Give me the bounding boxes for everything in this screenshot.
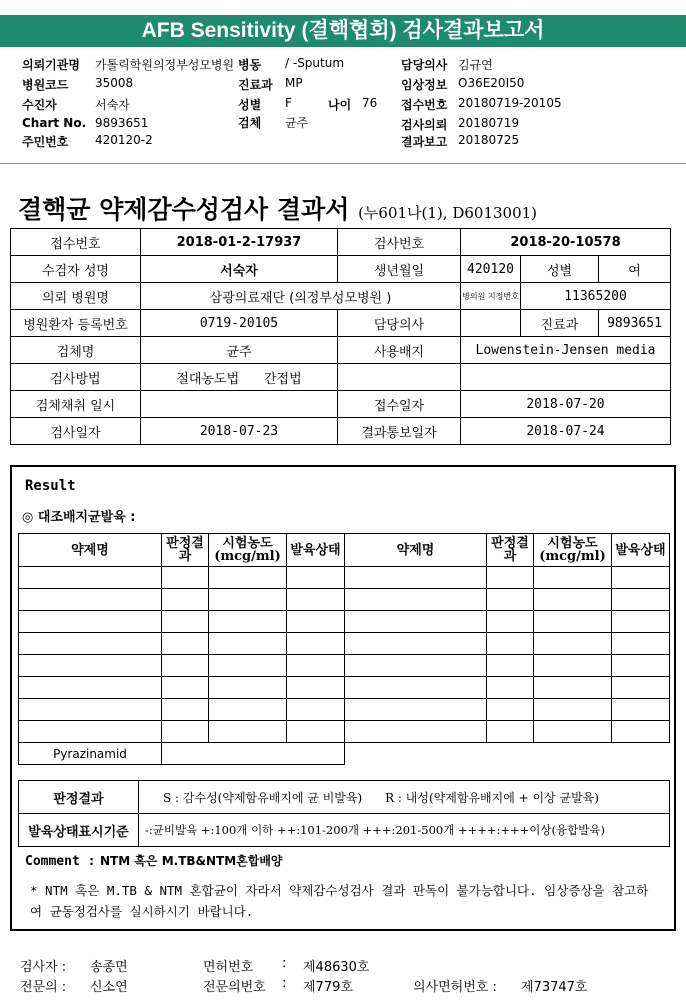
hosp-no-label: 병의원 지정번호: [461, 283, 521, 310]
birth-value: 420120: [461, 256, 521, 283]
divider: [0, 163, 686, 164]
tester-label: 검사자 :: [20, 960, 67, 975]
table-row: [19, 677, 670, 699]
header-value: 가톨릭학원의정부성모병원: [95, 58, 235, 72]
table-row: [19, 721, 670, 743]
header-value: MP: [285, 76, 303, 90]
doctor-value: [461, 310, 521, 337]
table-row: [19, 611, 670, 633]
result-title: Result: [25, 478, 76, 494]
header-value: 균주: [285, 116, 309, 130]
document-title-text: 결핵균 약제감수성검사 결과서: [18, 195, 350, 224]
medium-value: Lowenstein-Jensen media: [461, 337, 671, 364]
judgement-label: 판정결과: [19, 781, 139, 814]
header-label: 임상정보: [401, 78, 448, 92]
report-banner: AFB Sensitivity (결핵협회) 검사결과보고서: [0, 15, 686, 47]
specialist-label: 전문의 :: [20, 980, 67, 995]
judgement-table: [18, 780, 670, 847]
header-label: 검사의뢰: [401, 118, 448, 132]
header-value: O36E20I50: [458, 76, 525, 90]
col-conc: 시험농도(mcg/ml): [209, 534, 287, 567]
patient-name-label: 수검자 성명: [11, 256, 141, 283]
doc-license-label: 의사면허번호 :: [413, 980, 497, 995]
susceptible-legend: S : 감수성(약제함유배지에 균 비발육): [163, 790, 363, 805]
col-judge: 판정결과: [487, 534, 534, 567]
last-drug: Pyrazinamid: [19, 743, 162, 765]
header-value: F: [285, 96, 292, 110]
method-label: 검사방법: [11, 364, 141, 391]
header-value: 20180725: [458, 133, 520, 147]
reg-no-label: 병원환자 등록번호: [11, 310, 141, 337]
resistant-legend: R : 내성(약제함유배지에 + 이상 균발육): [385, 790, 599, 805]
drug-table: [18, 533, 670, 765]
table-row: [19, 633, 670, 655]
age-label: 나이: [328, 98, 352, 112]
receipt-no-label: 접수번호: [11, 229, 141, 256]
table-row: [19, 589, 670, 611]
test-no: 2018-20-10578: [461, 229, 671, 256]
document-title: [18, 190, 537, 226]
dept-value: 9893651: [599, 310, 671, 337]
header-value: 35008: [95, 76, 134, 90]
doctor-label: 담당의사: [338, 310, 461, 337]
empty-cell: [338, 364, 461, 391]
document-code: (누601나(1), D6013001): [358, 204, 538, 222]
tester-name: 송종면: [90, 960, 128, 975]
sex-value: 여: [599, 256, 671, 283]
collect-label: 검체채취 일시: [11, 391, 141, 418]
header-label: 주민번호: [22, 135, 69, 149]
comment: [25, 852, 283, 869]
reg-no: 0719-20105: [141, 310, 338, 337]
test-no-label: 검사번호: [338, 229, 461, 256]
col-drug: 약제명: [19, 534, 162, 567]
test-date: 2018-07-23: [141, 418, 338, 445]
specimen-value: 균주: [141, 337, 338, 364]
birth-label: 생년월일: [338, 256, 461, 283]
col-drug: 약제명: [345, 534, 487, 567]
received-value: 2018-07-20: [461, 391, 671, 418]
hospital-name: 삼광의료재단 (의정부성모병원 ): [141, 283, 461, 310]
comment-label: Comment :: [25, 854, 96, 869]
header-value: 김규연: [458, 58, 493, 72]
spec-license-no: 제779호: [303, 980, 353, 995]
received-label: 접수일자: [338, 391, 461, 418]
collect-value: [141, 391, 338, 418]
control-growth-label: ◎ 대조배지균발육 :: [22, 510, 136, 525]
table-row: [19, 743, 670, 765]
age-value: 76: [362, 96, 378, 110]
comment-note: * NTM 혹은 M.TB & NTM 혼합균이 자라서 약제감수성검사 결과 판독이 불가능합니다. 임상증상을 참고하여 균동정검사를 실시하시기 바랍니다.: [30, 883, 649, 919]
method-value: [141, 364, 338, 391]
header-value: 서숙자: [95, 98, 130, 112]
col-judge: 판정결과: [162, 534, 209, 567]
header-label: 결과보고: [401, 135, 448, 149]
empty-cell: [461, 364, 671, 391]
receipt-no: 2018-01-2-17937: [141, 229, 338, 256]
hospital-label: 의뢰 병원명: [11, 283, 141, 310]
report-date: 2018-07-24: [461, 418, 671, 445]
spec-license-colon: :: [282, 976, 287, 991]
method-absolute: 절대농도법: [176, 371, 240, 387]
header-label: 병동: [238, 58, 262, 72]
dept-label: 진료과: [521, 310, 599, 337]
header-value: / -Sputum: [285, 56, 345, 70]
col-growth: 발육상태: [612, 534, 670, 567]
header-label: 진료과: [238, 78, 273, 92]
sex-label: 성별: [521, 256, 599, 283]
table-row: [19, 699, 670, 721]
header-label: 검체: [238, 116, 262, 130]
license-no: 제48630호: [303, 960, 370, 975]
growth-standard-label: 발육상태표시기준: [19, 814, 139, 847]
specialist-name: 신소연: [90, 980, 128, 995]
header-label: 수진자: [22, 98, 57, 112]
header-value: 20180719: [458, 116, 520, 130]
hosp-no: 11365200: [521, 283, 671, 310]
license-colon: :: [282, 956, 287, 971]
growth-standard: -:균비발육 +:100개 이하 ++:101-200개 +++:201-500개 ++++:+++이상(융합발육): [139, 814, 670, 847]
header-label: 담당의사: [401, 58, 448, 72]
spec-license-label: 전문의번호: [203, 980, 266, 995]
header-label: 성별: [238, 98, 262, 112]
header-value: 420120-2: [95, 133, 153, 147]
header-value: 20180719-20105: [458, 96, 562, 110]
header-value: 9893651: [95, 116, 149, 130]
header-label: Chart No.: [22, 116, 87, 130]
patient-name: 서숙자: [141, 256, 338, 283]
license-label: 면허번호: [203, 960, 254, 975]
specimen-label: 검체명: [11, 337, 141, 364]
col-growth: 발육상태: [287, 534, 345, 567]
header-label: 접수번호: [401, 98, 448, 112]
table-row: [19, 655, 670, 677]
patient-info-table: [10, 228, 671, 445]
header-label: 병원코드: [22, 78, 69, 92]
header-label: 의뢰기관명: [22, 58, 80, 72]
method-indirect: 간접법: [263, 371, 302, 387]
doc-license-no: 제73747호: [521, 980, 588, 995]
col-conc: 시험농도(mcg/ml): [534, 534, 612, 567]
comment-value: NTM 혹은 M.TB&NTM혼합배양: [99, 854, 283, 868]
medium-label: 사용배지: [338, 337, 461, 364]
report-date-label: 결과통보일자: [338, 418, 461, 445]
table-row: [19, 567, 670, 589]
judgement-legend: [139, 781, 670, 814]
test-date-label: 검사일자: [11, 418, 141, 445]
